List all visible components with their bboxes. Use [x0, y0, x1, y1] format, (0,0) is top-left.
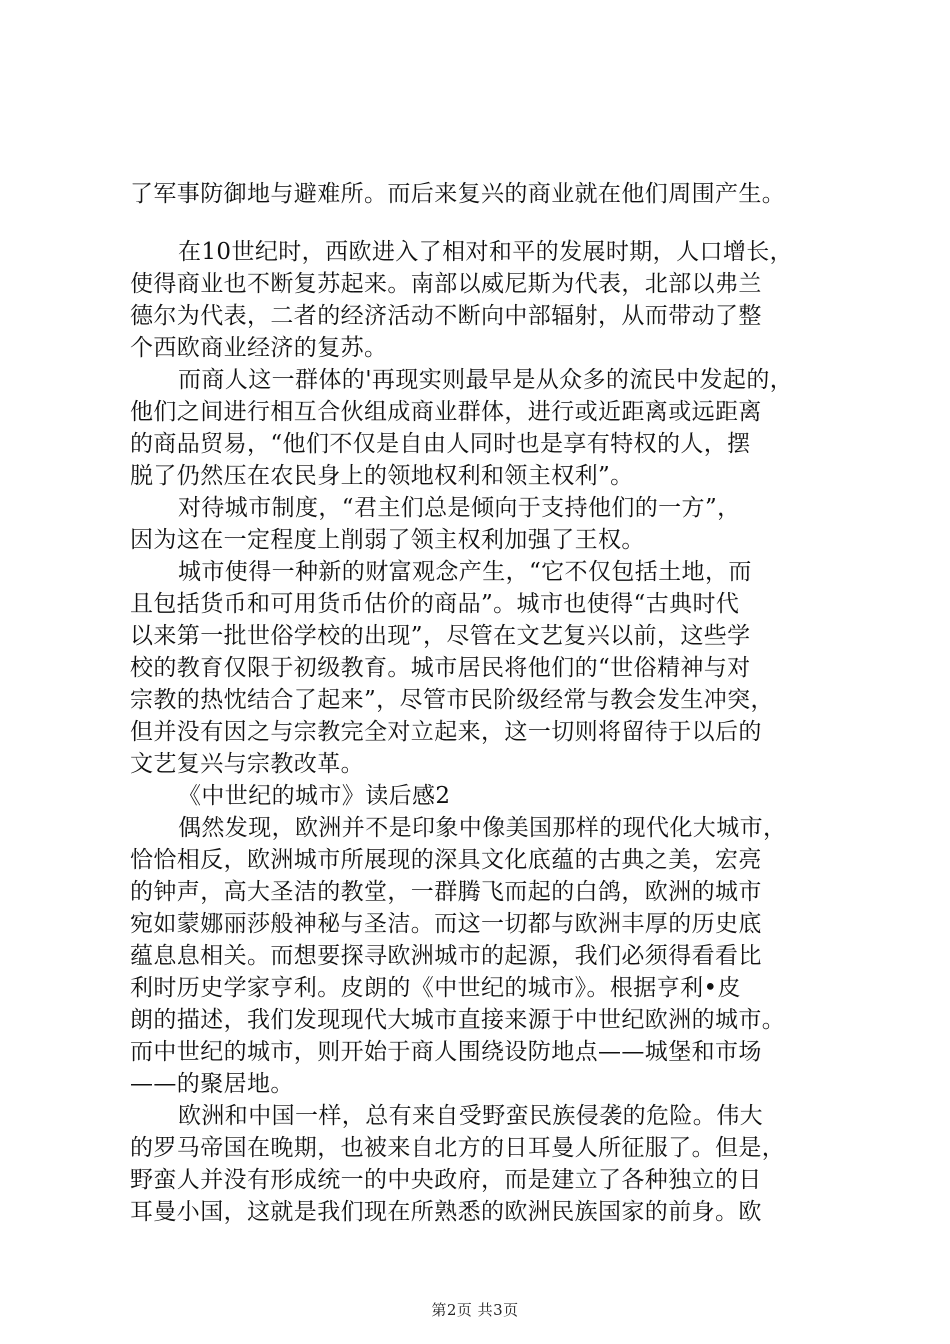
text-line: 宗教的热忱结合了起来”，尽管市民阶级经常与教会发生冲突，	[130, 687, 774, 713]
text-line: 偶然发现，欧洲并不是印象中像美国那样的现代化大城市，	[178, 815, 787, 841]
text-line: 恰恰相反，欧洲城市所展现的深具文化底蕴的古典之美，宏亮	[130, 847, 762, 873]
text-line: 且包括货币和可用货币估价的商品”。城市也使得“古典时代	[130, 591, 740, 617]
text-line: 德尔为代表，二者的经济活动不断向中部辐射，从而带动了整	[130, 303, 762, 329]
text-line: 的罗马帝国在晚期，也被来自北方的日耳曼人所征服了。但是，	[130, 1135, 786, 1161]
text-line: 校的教育仅限于初级教育。城市居民将他们的“世俗精神与对	[130, 655, 751, 681]
text-line: 了军事防御地与避难所。而后来复兴的商业就在他们周围产生。	[130, 181, 786, 207]
text-line: 耳曼小国，这就是我们现在所熟悉的欧洲民族国家的前身。欧	[130, 1199, 762, 1225]
text-line: 的钟声，高大圣洁的教堂，一群腾飞而起的白鸽，欧洲的城市	[130, 879, 762, 905]
text-line: ——的聚居地。	[130, 1071, 294, 1097]
section-heading: 《中世纪的城市》读后感2	[178, 783, 451, 809]
text-line: 他们之间进行相互合伙组成商业群体，进行或近距离或远距离	[130, 399, 762, 425]
page-footer: 第2页 共3页	[431, 1301, 519, 1319]
text-line: 蕴息息相关。而想要探寻欧洲城市的起源，我们必须得看看比	[130, 943, 762, 969]
text-line: 使得商业也不断复苏起来。南部以威尼斯为代表，北部以弗兰	[130, 271, 762, 297]
text-line: 在10世纪时，西欧进入了相对和平的发展时期，人口增长，	[178, 239, 794, 265]
text-line: 而中世纪的城市，则开始于商人围绕设防地点——城堡和市场	[130, 1039, 762, 1065]
text-line: 脱了仍然压在农民身上的领地权利和领主权利”。	[130, 463, 634, 489]
text-line: 因为这在一定程度上削弱了领主权利加强了王权。	[130, 527, 645, 553]
text-line: 以来第一批世俗学校的出现”，尽管在文艺复兴以前，这些学	[130, 623, 751, 649]
text-line: 而商人这一群体的'再现实则最早是从众多的流民中发起的，	[178, 367, 794, 393]
text-line: 欧洲和中国一样，总有来自受野蛮民族侵袭的危险。伟大	[178, 1103, 763, 1129]
text-line: 宛如蒙娜丽莎般神秘与圣洁。而这一切都与欧洲丰厚的历史底	[130, 911, 762, 937]
text-line: 但并没有因之与宗教完全对立起来，这一切则将留待于以后的	[130, 719, 762, 745]
text-line: 朗的描述，我们发现现代大城市直接来源于中世纪欧洲的城市。	[130, 1007, 786, 1033]
text-line: 对待城市制度，“君主们总是倾向于支持他们的一方”，	[178, 495, 741, 521]
text-line: 利时历史学家亨利。皮朗的《中世纪的城市》。根据亨利•皮	[130, 975, 741, 1001]
text-line: 文艺复兴与宗教改革。	[130, 751, 364, 777]
text-line: 城市使得一种新的财富观念产生，“它不仅包括土地，而	[178, 559, 752, 585]
text-line: 的商品贸易，“他们不仅是自由人同时也是享有特权的人，摆	[130, 431, 751, 457]
text-line: 野蛮人并没有形成统一的中央政府，而是建立了各种独立的日	[130, 1167, 762, 1193]
text-line: 个西欧商业经济的复苏。	[130, 335, 388, 361]
